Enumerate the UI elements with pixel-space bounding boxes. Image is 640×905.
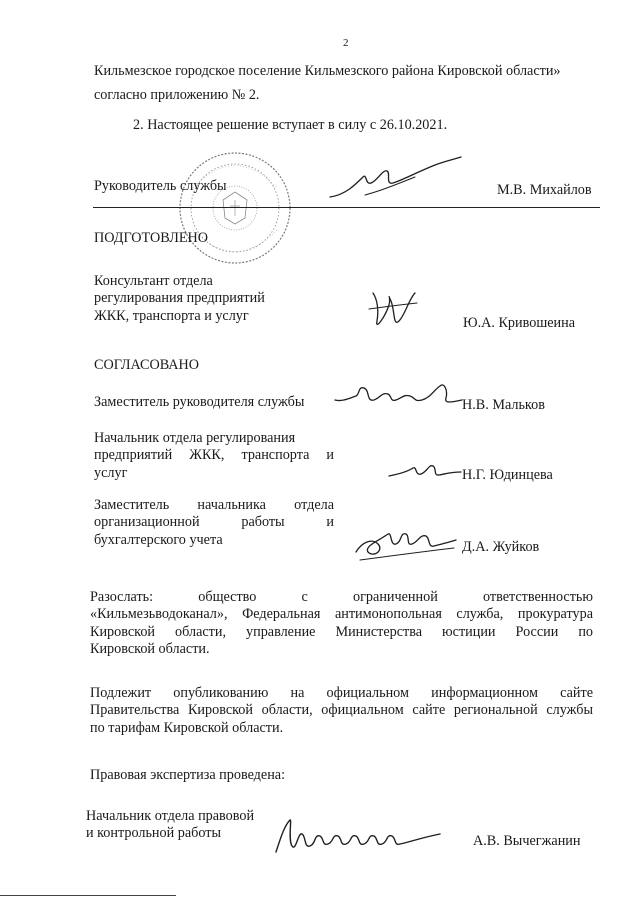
distribution-paragraph [90, 589, 593, 658]
head-underline [93, 207, 600, 208]
publication-line: по тарифам Кировской области. [90, 719, 284, 736]
distribution-line: Кировской области, управление Министерства юстиции России по [90, 623, 593, 640]
legal-head-name: А.В. Вычегжанин [473, 833, 581, 849]
agreed-heading: СОГЛАСОВАНО [94, 357, 200, 373]
agreed-item-3-name: Д.А. Жуйков [462, 539, 540, 555]
agreed-item-2-name: Н.Г. Юдинцева [462, 467, 553, 483]
prepared-position-line: Консультант отдела [94, 273, 213, 289]
prepared-heading: ПОДГОТОВЛЕНО [94, 230, 208, 246]
distribution-line: Кировской области. [90, 640, 210, 657]
distribution-line: «Кильмезьводоканал», Федеральная антимонопольная служба, прокуратура [90, 606, 593, 623]
head-signature-icon [325, 155, 465, 205]
legal-head-signature-icon [270, 812, 450, 862]
agreed-item-3-position-line: Заместитель начальника отдела [94, 497, 334, 513]
legal-head-position-line: Начальник отдела правовой [86, 808, 255, 824]
publication-paragraph [90, 685, 593, 737]
head-title: Руководитель службы [94, 178, 227, 194]
agreed-item-1-name: Н.В. Мальков [462, 397, 545, 413]
agreed-item-2-signature-icon [385, 458, 465, 488]
legal-head-position-line: и контрольной работы [86, 825, 221, 842]
agreed-item-1-position: Заместитель руководителя службы [94, 394, 305, 410]
publication-line: Подлежит опубликованию на официальном информационном сайте [90, 685, 593, 701]
agreed-item-1-signature-icon [330, 376, 470, 416]
clause-2: 2. Настоящее решение вступает в силу с 26.10.2021. [133, 117, 448, 133]
intro-line-1: Кильмезское городское поселение Кильмезского района Кировской области» [94, 63, 561, 79]
publication-line: Правительства Кировской области, официальном сайте региональной службы [90, 702, 593, 719]
agreed-item-3-position-line: организационной работы и [94, 514, 334, 531]
prepared-signature-icon [365, 287, 425, 337]
head-name: М.В. Михайлов [497, 182, 592, 198]
legal-review-label: Правовая экспертиза проведена: [90, 767, 286, 783]
legal-head-position [86, 808, 254, 843]
prepared-name: Ю.А. Кривошеина [463, 315, 576, 331]
prepared-position-line: регулирования предприятий [94, 290, 265, 307]
page-number: 2 [343, 37, 349, 49]
prepared-position-line: ЖКК, транспорта и услуг [94, 307, 249, 324]
agreed-item-3-position [94, 497, 334, 549]
official-seal-icon [175, 148, 295, 268]
footer-rule [0, 895, 176, 896]
agreed-item-3-position-line: бухгалтерского учета [94, 531, 223, 548]
agreed-item-2-position [94, 430, 334, 482]
prepared-position [94, 273, 265, 325]
agreed-item-2-position-line: предприятий ЖКК, транспорта и [94, 447, 334, 464]
agreed-item-2-position-line: Начальник отдела регулирования [94, 430, 296, 446]
distribution-line: Разослать: общество с ограниченной ответственностью [90, 589, 593, 605]
agreed-item-3-signature-icon [350, 522, 460, 567]
agreed-item-2-position-line: услуг [94, 464, 128, 481]
intro-line-2: согласно приложению № 2. [94, 87, 260, 103]
